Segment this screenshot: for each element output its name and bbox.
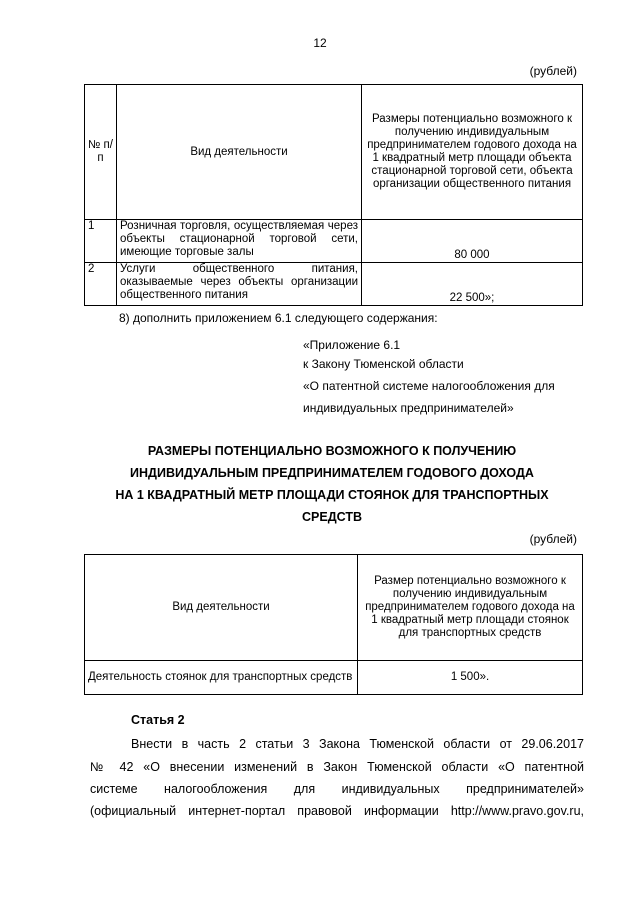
heading-line-2: ИНДИВИДУАЛЬНЫМ ПРЕДПРИНИМАТЕЛЕМ ГОДОВОГО ДОХОДА xyxy=(130,466,534,480)
section-heading xyxy=(80,440,584,528)
row-num: 1 xyxy=(85,220,117,263)
row-amount: 80 000 xyxy=(362,220,583,263)
header-amount: Размер потенциально возможного к получению индивидуальным предпринимателем годового дохода на 1 квадратный метр площади стоянок для транспортных средств xyxy=(358,555,583,661)
row-amount: 22 500»; xyxy=(362,263,583,306)
heading-line-4: СРЕДСТВ xyxy=(302,510,362,524)
table1-unit: (рублей) xyxy=(529,64,577,78)
table-potential-income-parking xyxy=(84,554,583,695)
heading-line-3: НА 1 КВАДРАТНЫЙ МЕТР ПЛОЩАДИ СТОЯНОК ДЛЯ ТРАНСПОРТНЫХ xyxy=(115,488,549,502)
article-line-4: (официальный интернет-портал правовой информации http://www.pravo.gov.ru, xyxy=(90,804,584,818)
row-activity: Розничная торговля, осуществляемая через объекты стационарной торговой сети, имеющие торговые залы xyxy=(117,220,362,263)
header-num: № п/п xyxy=(85,85,117,220)
table-row xyxy=(85,220,583,263)
table-potential-income-trade xyxy=(84,84,583,306)
appendix-line-2: к Закону Тюменской области xyxy=(303,357,464,371)
appendix-line-1: «Приложение 6.1 xyxy=(303,338,401,352)
page-number: 12 xyxy=(313,36,327,50)
row-amount: 1 500». xyxy=(358,661,583,695)
item-8-text: 8) дополнить приложением 6.1 следующего содержания: xyxy=(119,311,438,325)
row-activity: Деятельность стоянок для транспортных средств xyxy=(85,661,358,695)
row-activity: Услуги общественного питания, оказываемые через объекты организации общественного питания xyxy=(117,263,362,306)
heading-line-1: РАЗМЕРЫ ПОТЕНЦИАЛЬНО ВОЗМОЖНОГО К ПОЛУЧЕНИЮ xyxy=(147,444,517,458)
header-activity: Вид деятельности xyxy=(117,85,362,220)
article-line-3: системе налогообложения для индивидуальных предпринимателей» xyxy=(90,782,584,796)
header-activity: Вид деятельности xyxy=(85,555,358,661)
appendix-line-3: «О патентной системе налогообложения для xyxy=(303,379,555,393)
table-header-row xyxy=(85,555,583,661)
header-amount: Размеры потенциально возможного к получению индивидуальным предпринимателем годового дохода на 1 квадратный метр площади объекта стационарной торговой сети, объекта организации общественного питания xyxy=(362,85,583,220)
article-title: Статья 2 xyxy=(131,713,185,727)
appendix-line-4: индивидуальных предпринимателей» xyxy=(303,401,514,415)
row-num: 2 xyxy=(85,263,117,306)
table-row xyxy=(85,661,583,695)
article-line-2: № 42 «О внесении изменений в Закон Тюменской области «О патентной xyxy=(90,760,584,774)
article-line-1: Внести в часть 2 статьи 3 Закона Тюменской области от 29.06.2017 xyxy=(131,737,584,751)
table-header-row xyxy=(85,85,583,220)
table2-unit: (рублей) xyxy=(529,532,577,546)
table-row xyxy=(85,263,583,306)
